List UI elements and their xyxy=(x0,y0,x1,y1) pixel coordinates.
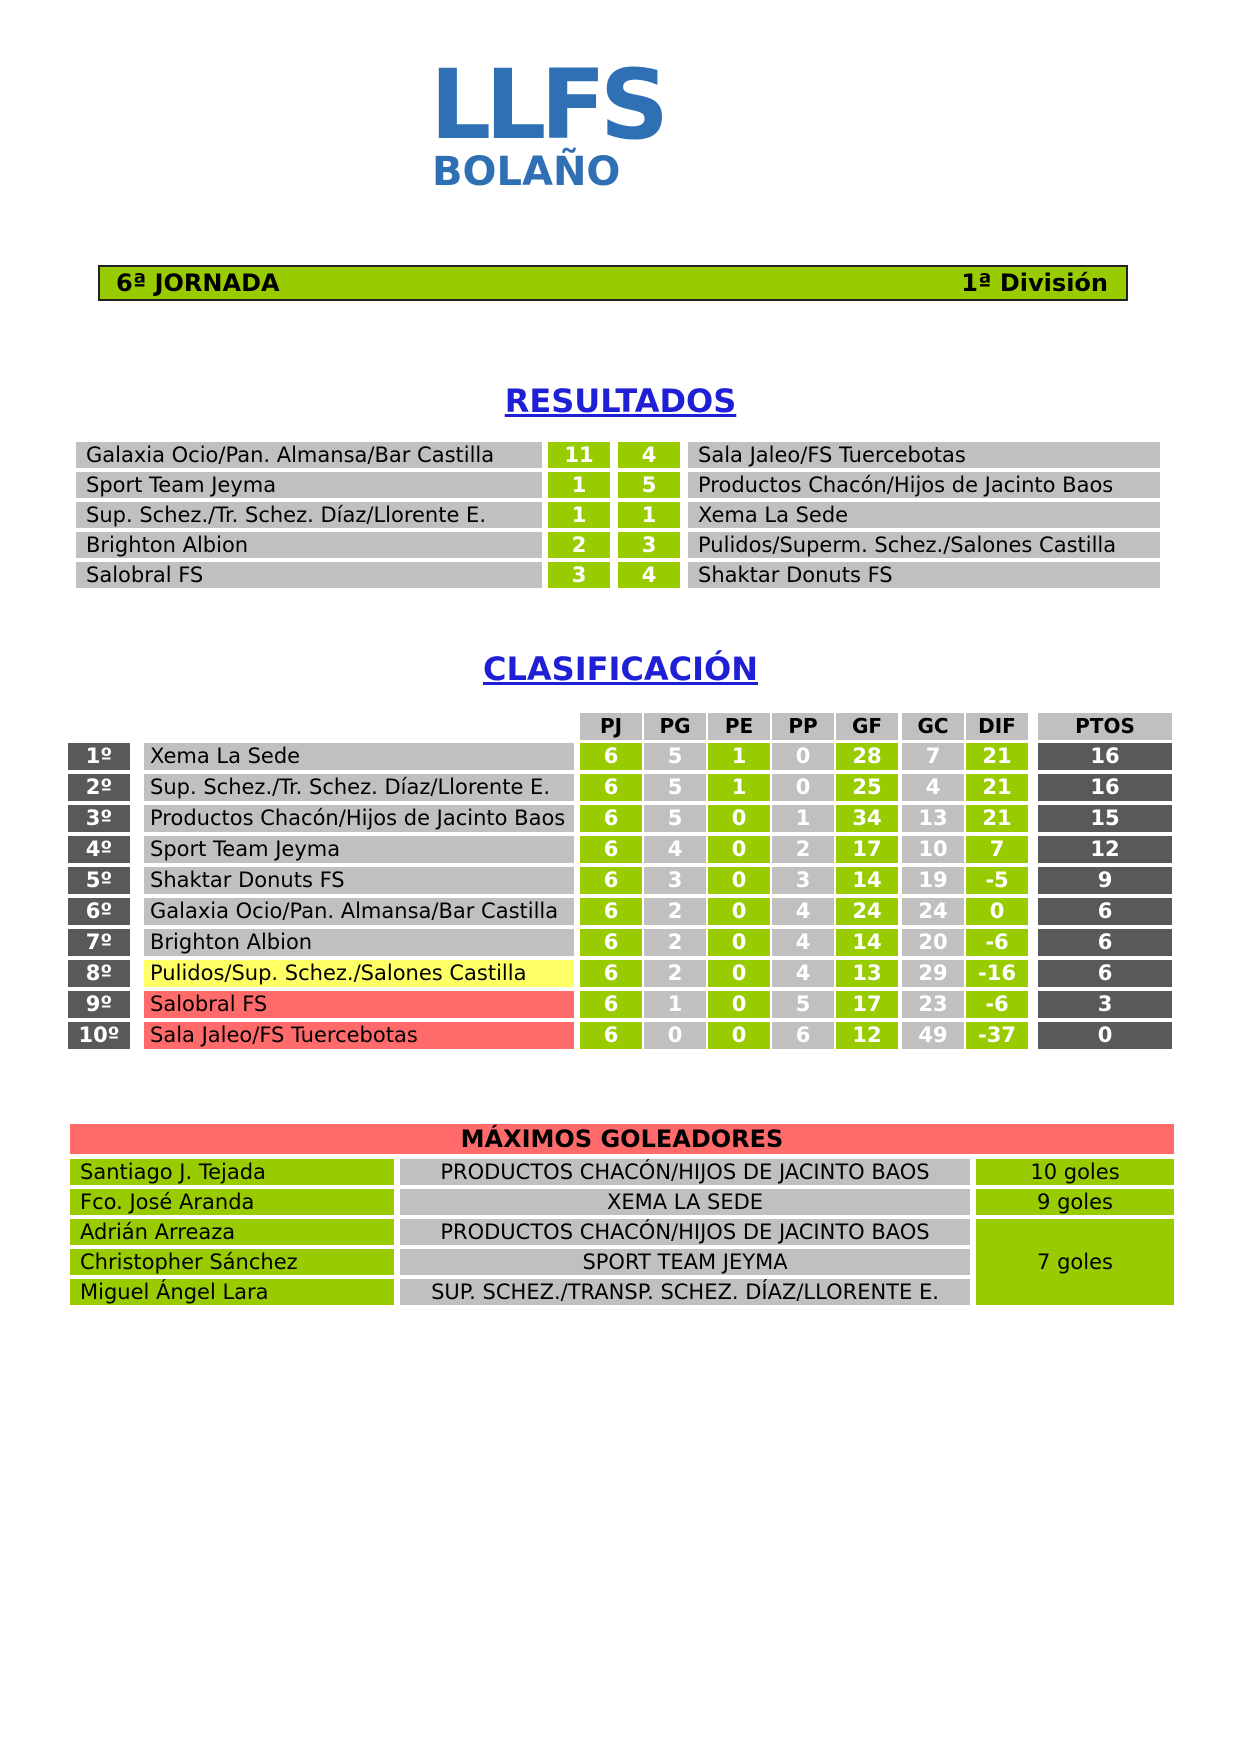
stat-gc: 4 xyxy=(902,774,964,801)
home-team: Sport Team Jeyma xyxy=(76,472,542,498)
away-team: Pulidos/Superm. Schez./Salones Castilla xyxy=(688,532,1160,558)
position: 9º xyxy=(68,991,130,1018)
header-ptos: PTOS xyxy=(1038,713,1172,740)
points: 6 xyxy=(1038,960,1172,987)
stat-pg: 5 xyxy=(644,805,706,832)
scorer-goals-shared: 7 goles xyxy=(976,1219,1174,1305)
stat-pj: 6 xyxy=(580,805,642,832)
stat-pg: 5 xyxy=(644,743,706,770)
scorer-name: Santiago J. Tejada xyxy=(70,1159,394,1185)
stat-dif: 21 xyxy=(966,743,1028,770)
scorer-team: SPORT TEAM JEYMA xyxy=(400,1249,970,1275)
team-name: Sala Jaleo/FS Tuercebotas xyxy=(144,1022,574,1049)
scorer-team: SUP. SCHEZ./TRANSP. SCHEZ. DÍAZ/LLORENTE E. xyxy=(400,1279,970,1305)
points: 0 xyxy=(1038,1022,1172,1049)
stat-pj: 6 xyxy=(580,929,642,956)
points: 3 xyxy=(1038,991,1172,1018)
stat-gf: 28 xyxy=(836,743,898,770)
position: 4º xyxy=(68,836,130,863)
team-name: Brighton Albion xyxy=(144,929,574,956)
stat-dif: 21 xyxy=(966,774,1028,801)
top-scorers-title: MÁXIMOS GOLEADORES xyxy=(70,1124,1174,1154)
team-name: Productos Chacón/Hijos de Jacinto Baos xyxy=(144,805,574,832)
away-team: Productos Chacón/Hijos de Jacinto Baos xyxy=(688,472,1160,498)
stat-gc: 7 xyxy=(902,743,964,770)
division-label: 1ª División xyxy=(961,269,1108,297)
stat-gc: 13 xyxy=(902,805,964,832)
stat-gf: 14 xyxy=(836,929,898,956)
stat-dif: 7 xyxy=(966,836,1028,863)
stat-pg: 3 xyxy=(644,867,706,894)
header-pe: PE xyxy=(708,713,770,740)
home-team: Galaxia Ocio/Pan. Almansa/Bar Castilla xyxy=(76,442,542,468)
away-goals: 1 xyxy=(618,502,680,528)
stat-pg: 1 xyxy=(644,991,706,1018)
stat-pg: 0 xyxy=(644,1022,706,1049)
stat-pg: 2 xyxy=(644,960,706,987)
points: 16 xyxy=(1038,743,1172,770)
stat-pj: 6 xyxy=(580,774,642,801)
jornada-bar xyxy=(98,265,1128,301)
position: 5º xyxy=(68,867,130,894)
header-pp: PP xyxy=(772,713,834,740)
stat-gf: 17 xyxy=(836,991,898,1018)
stat-dif: 0 xyxy=(966,898,1028,925)
stat-gf: 17 xyxy=(836,836,898,863)
team-name: Xema La Sede xyxy=(144,743,574,770)
header-pj: PJ xyxy=(580,713,642,740)
away-team: Shaktar Donuts FS xyxy=(688,562,1160,588)
stat-pe: 0 xyxy=(708,1022,770,1049)
home-goals: 1 xyxy=(548,502,610,528)
points: 12 xyxy=(1038,836,1172,863)
points: 6 xyxy=(1038,929,1172,956)
home-goals: 2 xyxy=(548,532,610,558)
stat-pp: 4 xyxy=(772,898,834,925)
stat-pe: 1 xyxy=(708,774,770,801)
team-name: Sup. Schez./Tr. Schez. Díaz/Llorente E. xyxy=(144,774,574,801)
stat-pe: 0 xyxy=(708,991,770,1018)
stat-gf: 25 xyxy=(836,774,898,801)
scorer-name: Fco. José Aranda xyxy=(70,1189,394,1215)
results-title: RESULTADOS xyxy=(504,382,737,420)
stat-pj: 6 xyxy=(580,898,642,925)
stat-pp: 0 xyxy=(772,774,834,801)
logo-line2: BOLAÑO xyxy=(432,149,621,195)
position: 8º xyxy=(68,960,130,987)
stat-pe: 0 xyxy=(708,836,770,863)
stat-pj: 6 xyxy=(580,836,642,863)
stat-gf: 24 xyxy=(836,898,898,925)
away-goals: 3 xyxy=(618,532,680,558)
home-goals: 3 xyxy=(548,562,610,588)
position: 6º xyxy=(68,898,130,925)
position: 1º xyxy=(68,743,130,770)
stat-pe: 0 xyxy=(708,867,770,894)
stat-dif: -6 xyxy=(966,991,1028,1018)
stat-gc: 10 xyxy=(902,836,964,863)
stat-dif: -5 xyxy=(966,867,1028,894)
stat-gf: 13 xyxy=(836,960,898,987)
stat-pg: 2 xyxy=(644,929,706,956)
stat-gc: 20 xyxy=(902,929,964,956)
header-dif: DIF xyxy=(966,713,1028,740)
stat-pe: 0 xyxy=(708,929,770,956)
scorer-team: XEMA LA SEDE xyxy=(400,1189,970,1215)
stat-dif: 21 xyxy=(966,805,1028,832)
position: 3º xyxy=(68,805,130,832)
home-goals: 11 xyxy=(548,442,610,468)
away-team: Sala Jaleo/FS Tuercebotas xyxy=(688,442,1160,468)
header-gc: GC xyxy=(902,713,964,740)
stat-pj: 6 xyxy=(580,960,642,987)
stat-pp: 1 xyxy=(772,805,834,832)
stat-pg: 5 xyxy=(644,774,706,801)
team-name: Pulidos/Sup. Schez./Salones Castilla xyxy=(144,960,574,987)
points: 15 xyxy=(1038,805,1172,832)
scorer-team: PRODUCTOS CHACÓN/HIJOS DE JACINTO BAOS xyxy=(400,1159,970,1185)
home-team: Brighton Albion xyxy=(76,532,542,558)
stat-gf: 12 xyxy=(836,1022,898,1049)
stat-pj: 6 xyxy=(580,991,642,1018)
stat-pp: 4 xyxy=(772,960,834,987)
stat-dif: -6 xyxy=(966,929,1028,956)
stat-pg: 2 xyxy=(644,898,706,925)
stat-gc: 19 xyxy=(902,867,964,894)
points: 6 xyxy=(1038,898,1172,925)
jornada-label: 6ª JORNADA xyxy=(116,269,280,297)
stat-gc: 49 xyxy=(902,1022,964,1049)
stat-pp: 3 xyxy=(772,867,834,894)
position: 2º xyxy=(68,774,130,801)
stat-pj: 6 xyxy=(580,867,642,894)
stat-pe: 1 xyxy=(708,743,770,770)
stat-gf: 34 xyxy=(836,805,898,832)
llfs-bolano-logo xyxy=(430,60,810,200)
points: 16 xyxy=(1038,774,1172,801)
away-team: Xema La Sede xyxy=(688,502,1160,528)
stat-pp: 4 xyxy=(772,929,834,956)
logo-line1: LLFS xyxy=(430,60,664,161)
stat-pe: 0 xyxy=(708,898,770,925)
stat-pp: 6 xyxy=(772,1022,834,1049)
stat-pe: 0 xyxy=(708,805,770,832)
stat-gc: 23 xyxy=(902,991,964,1018)
scorer-goals: 9 goles xyxy=(976,1189,1174,1215)
away-goals: 4 xyxy=(618,442,680,468)
home-goals: 1 xyxy=(548,472,610,498)
home-team: Salobral FS xyxy=(76,562,542,588)
scorer-name: Miguel Ángel Lara xyxy=(70,1279,394,1305)
team-name: Galaxia Ocio/Pan. Almansa/Bar Castilla xyxy=(144,898,574,925)
scorer-team: PRODUCTOS CHACÓN/HIJOS DE JACINTO BAOS xyxy=(400,1219,970,1245)
team-name: Sport Team Jeyma xyxy=(144,836,574,863)
stat-pj: 6 xyxy=(580,1022,642,1049)
team-name: Salobral FS xyxy=(144,991,574,1018)
stat-gf: 14 xyxy=(836,867,898,894)
header-gf: GF xyxy=(836,713,898,740)
scorer-name: Christopher Sánchez xyxy=(70,1249,394,1275)
away-goals: 4 xyxy=(618,562,680,588)
stat-dif: -16 xyxy=(966,960,1028,987)
position: 10º xyxy=(68,1022,130,1049)
stat-gc: 24 xyxy=(902,898,964,925)
scorer-name: Adrián Arreaza xyxy=(70,1219,394,1245)
home-team: Sup. Schez./Tr. Schez. Díaz/Llorente E. xyxy=(76,502,542,528)
stat-pp: 2 xyxy=(772,836,834,863)
stat-pj: 6 xyxy=(580,743,642,770)
team-name: Shaktar Donuts FS xyxy=(144,867,574,894)
stat-pp: 5 xyxy=(772,991,834,1018)
stat-pp: 0 xyxy=(772,743,834,770)
stat-pe: 0 xyxy=(708,960,770,987)
stat-pg: 4 xyxy=(644,836,706,863)
stat-dif: -37 xyxy=(966,1022,1028,1049)
scorer-goals: 10 goles xyxy=(976,1159,1174,1185)
header-pg: PG xyxy=(644,713,706,740)
standings-title: CLASIFICACIÓN xyxy=(483,650,758,688)
position: 7º xyxy=(68,929,130,956)
stat-gc: 29 xyxy=(902,960,964,987)
points: 9 xyxy=(1038,867,1172,894)
away-goals: 5 xyxy=(618,472,680,498)
